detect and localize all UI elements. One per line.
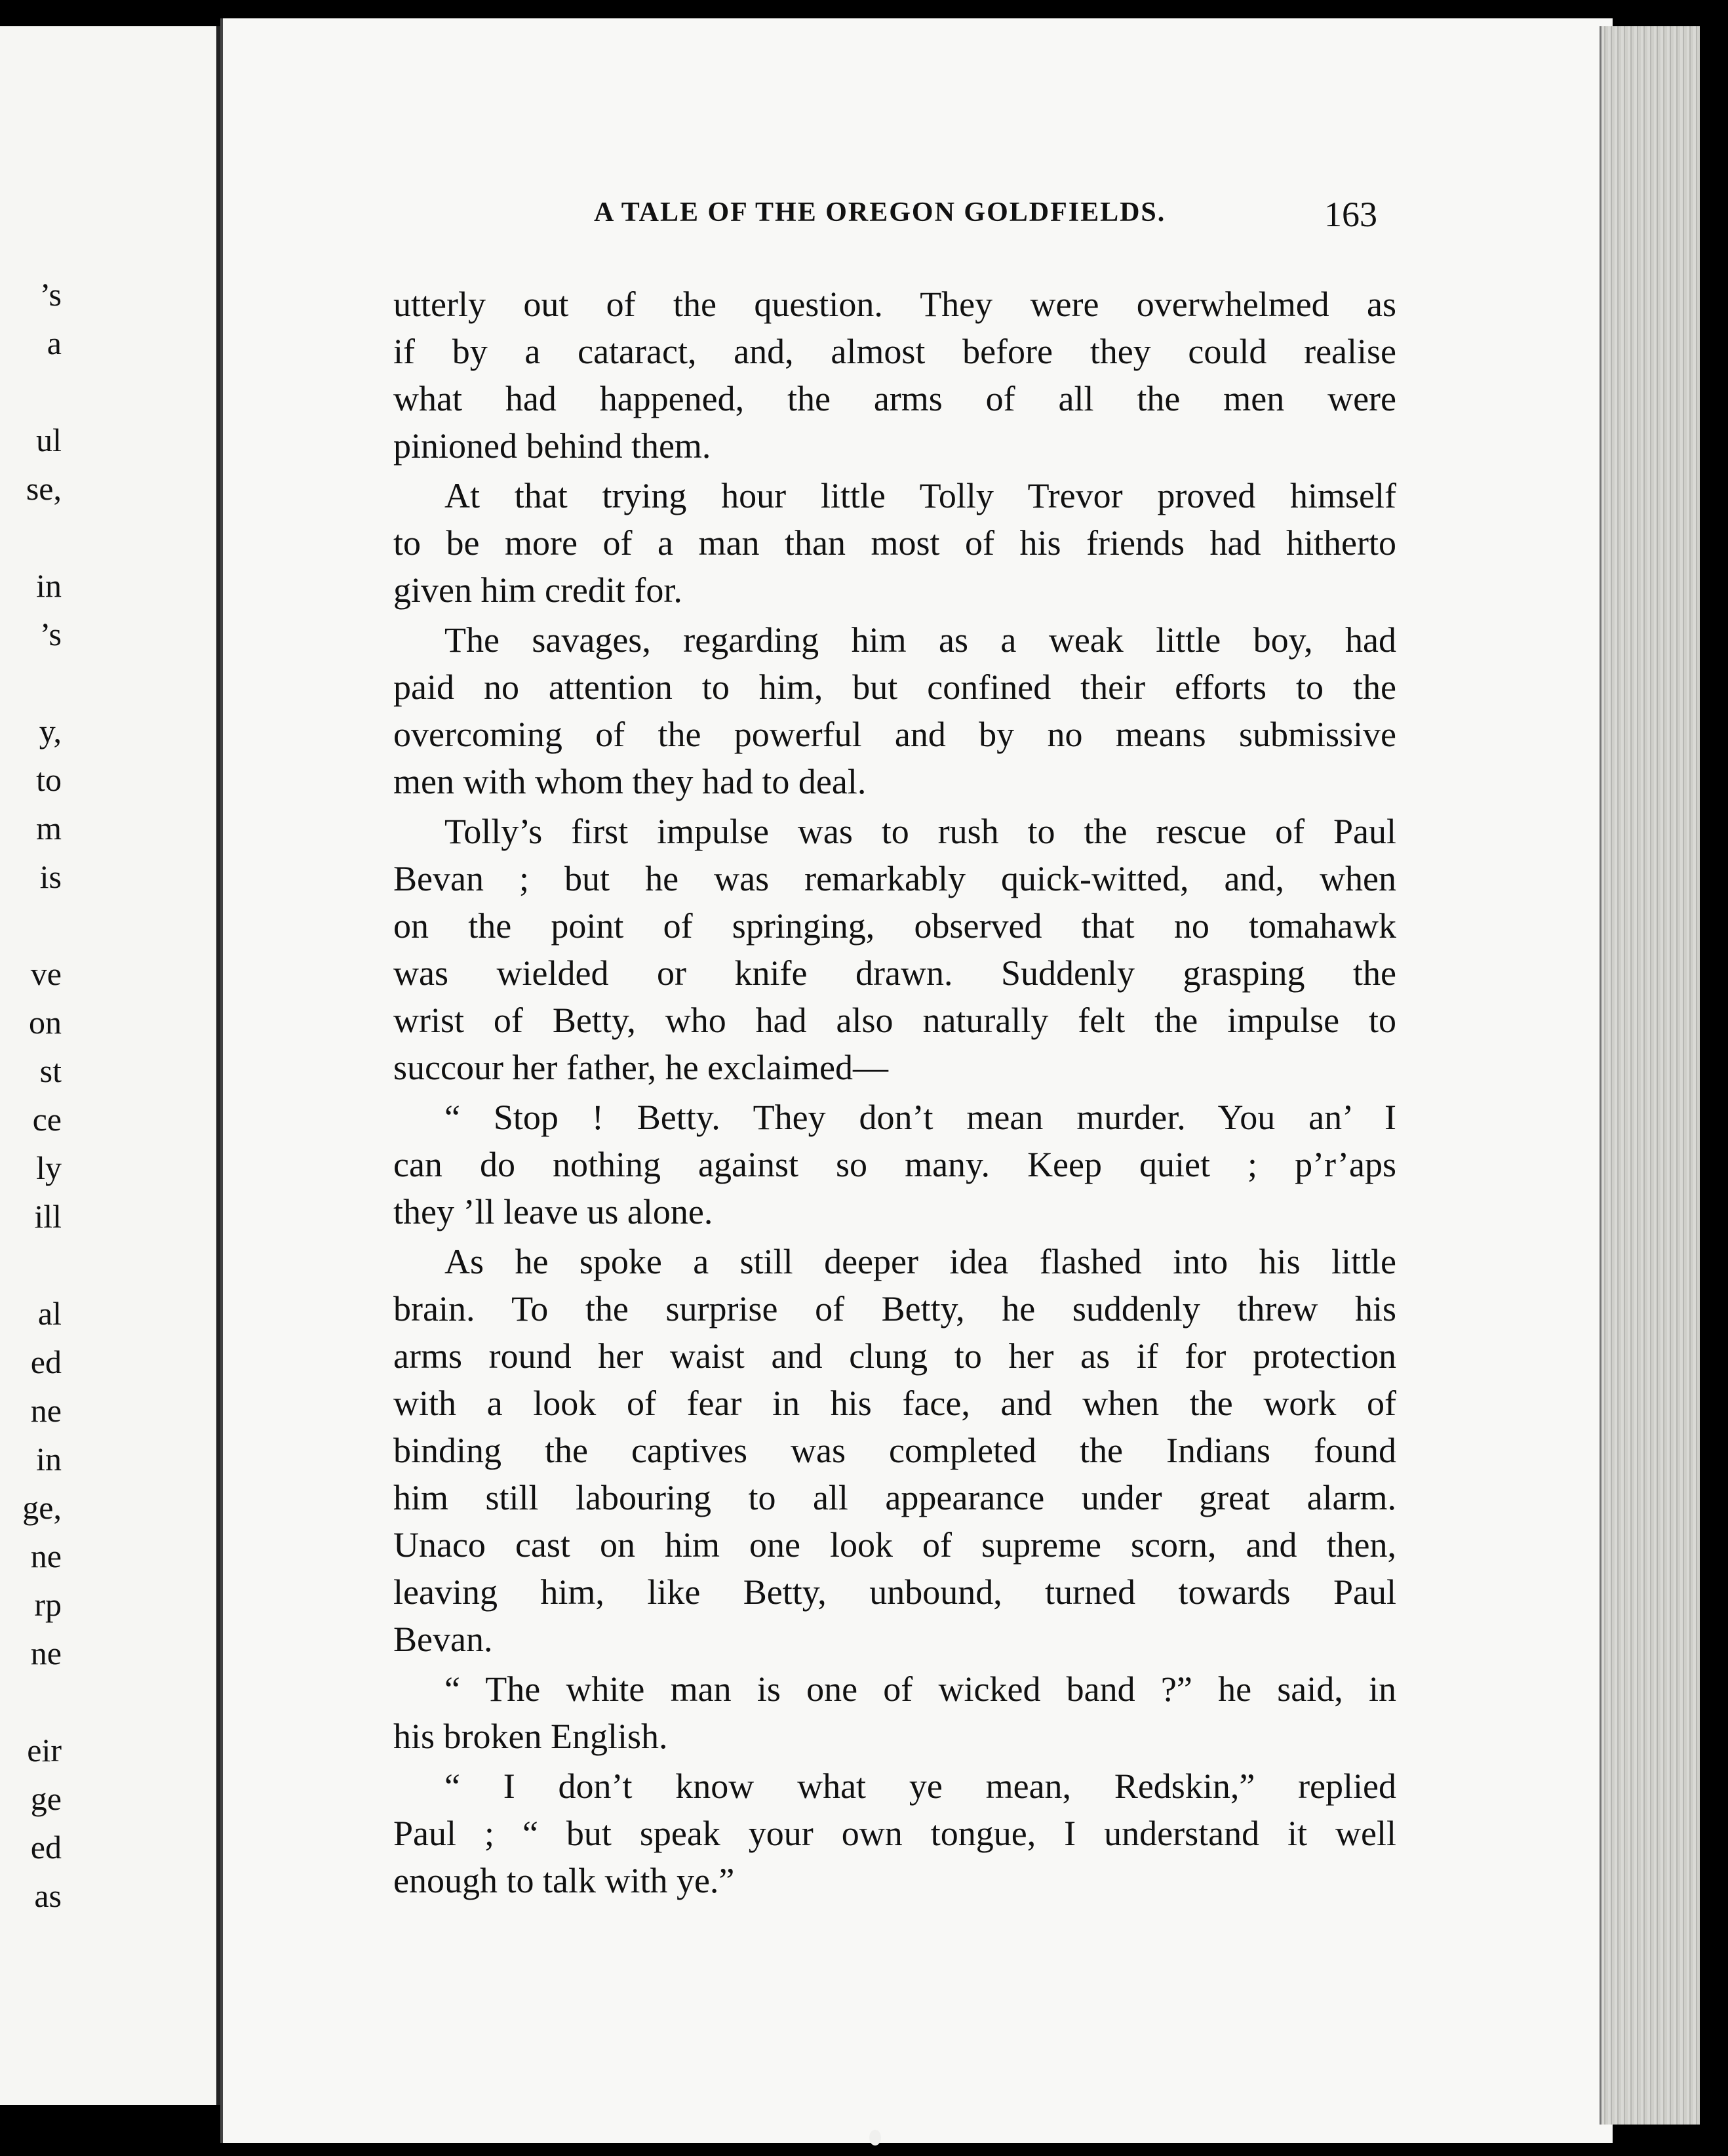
left-page-line-fragment: eir	[27, 1732, 62, 1768]
text-line: brain. To the surprise of Betty, he suddenly threw his	[393, 1289, 1396, 1328]
left-page-line-fragment: ne	[30, 1635, 62, 1671]
left-page-line-fragment: ne	[30, 1392, 62, 1429]
text-line: men with whom they had to deal.	[393, 762, 867, 801]
left-page-line-fragment	[0, 1677, 62, 1726]
left-page-line-fragment: ge	[30, 1780, 62, 1817]
left-page-line-fragment	[0, 901, 62, 949]
text-line: “ The white man is one of wicked band ?” he said, in	[444, 1669, 1396, 1709]
text-line: The savages, regarding him as a weak little boy, had	[444, 620, 1396, 660]
paragraph	[393, 616, 1396, 805]
left-page-line-fragment: ve	[30, 955, 62, 992]
paragraph	[393, 808, 1396, 1091]
text-line: Bevan.	[393, 1620, 493, 1659]
left-page-line-fragment: as	[34, 1877, 62, 1914]
left-page-line-fragment	[0, 658, 62, 707]
left-page-line-fragment: is	[39, 858, 62, 895]
text-line: his broken English.	[393, 1717, 668, 1756]
left-page-line-fragment: y,	[39, 713, 62, 749]
paragraph	[393, 1094, 1396, 1235]
left-page-line-fragment: al	[37, 1295, 62, 1332]
paragraph	[393, 281, 1396, 469]
left-page-line-fragment: ed	[30, 1829, 62, 1866]
text-line: him still labouring to all appearance under great alarm.	[393, 1478, 1396, 1517]
text-line: was wielded or knife drawn. Suddenly grasping the	[393, 953, 1396, 993]
text-line: they ’ll leave us alone.	[393, 1192, 713, 1231]
text-line: leaving him, like Betty, unbound, turned towards Paul	[393, 1572, 1396, 1612]
text-line: to be more of a man than most of his friends had hitherto	[393, 523, 1396, 563]
text-line: what had happened, the arms of all the men were	[393, 379, 1396, 418]
text-line: Paul ; “ but speak your own tongue, I understand it well	[393, 1814, 1396, 1853]
left-page-line-fragment: in	[36, 567, 62, 604]
text-line: with a look of fear in his face, and when the work of	[393, 1384, 1396, 1423]
paragraph	[393, 1763, 1396, 1904]
left-page-line-fragment: a	[47, 325, 62, 361]
text-line: Bevan ; but he was remarkably quick-witted, and, when	[393, 859, 1396, 898]
left-page-line-fragment: ed	[30, 1344, 62, 1380]
left-page-line-fragment: ce	[32, 1101, 62, 1138]
left-page-line-fragment: ill	[34, 1198, 62, 1235]
text-line: overcoming of the powerful and by no means submissive	[393, 715, 1396, 754]
left-page-line-fragment: rp	[34, 1586, 62, 1623]
text-line: pinioned behind them.	[393, 426, 711, 466]
paragraph	[393, 472, 1396, 614]
paragraph	[393, 1666, 1396, 1760]
left-page-line-fragment	[0, 513, 62, 561]
left-page-fragment	[0, 26, 220, 2105]
left-page-line-fragment: m	[36, 810, 62, 847]
text-line: binding the captives was completed the Indians found	[393, 1431, 1396, 1470]
left-page-line-fragment: to	[36, 761, 62, 798]
left-page-line-fragment: ne	[30, 1538, 62, 1574]
text-line: Tolly’s first impulse was to rush to the rescue of Paul	[444, 812, 1396, 851]
text-line: given him credit for.	[393, 570, 682, 610]
left-page-line-fragment: in	[36, 1441, 62, 1477]
left-page-line-fragment	[0, 1241, 62, 1289]
text-line: At that trying hour little Tolly Trevor proved himself	[444, 476, 1396, 515]
page-number: 163	[1324, 195, 1377, 234]
left-page-line-fragment: ge,	[22, 1489, 62, 1526]
left-page-line-fragment: on	[29, 1004, 62, 1041]
text-line: “ I don’t know what ye mean, Redskin,” replied	[444, 1767, 1396, 1806]
page-edges	[1600, 26, 1700, 2125]
text-line: can do nothing against so many. Keep quiet ; p’r’aps	[393, 1145, 1396, 1184]
left-page-line-fragment: ul	[36, 422, 62, 458]
text-line: utterly out of the question. They were overwhelmed as	[393, 285, 1396, 324]
text-line: As he spoke a still deeper idea flashed into his little	[444, 1242, 1396, 1281]
left-page-line-fragment: se,	[26, 470, 62, 507]
paragraph	[393, 1238, 1396, 1663]
left-page-line-endings	[0, 270, 62, 1920]
left-page-line-fragment	[0, 367, 62, 416]
left-page-line-fragment: ly	[36, 1149, 62, 1186]
text-line: Unaco cast on him one look of supreme scorn, and then,	[393, 1525, 1396, 1565]
left-page-line-fragment: ’s	[39, 616, 62, 652]
scan-artifact	[869, 2130, 881, 2146]
text-line: “ Stop ! Betty. They don’t mean murder. You an’ I	[444, 1098, 1396, 1137]
text-line: paid no attention to him, but confined their efforts to the	[393, 668, 1396, 707]
running-head: A TALE OF THE OREGON GOLDFIELDS.	[594, 197, 1166, 228]
body-text	[393, 281, 1396, 1907]
text-line: enough to talk with ye.”	[393, 1861, 735, 1900]
left-page-line-fragment: st	[39, 1052, 62, 1089]
left-page-line-fragment: ’s	[39, 276, 62, 313]
text-line: arms round her waist and clung to her as if for protection	[393, 1336, 1396, 1376]
text-line: on the point of springing, observed that no tomahawk	[393, 906, 1396, 946]
text-line: succour her father, he exclaimed—	[393, 1048, 888, 1087]
text-line: if by a cataract, and, almost before they could realise	[393, 332, 1396, 371]
text-line: wrist of Betty, who had also naturally felt the impulse to	[393, 1001, 1396, 1040]
